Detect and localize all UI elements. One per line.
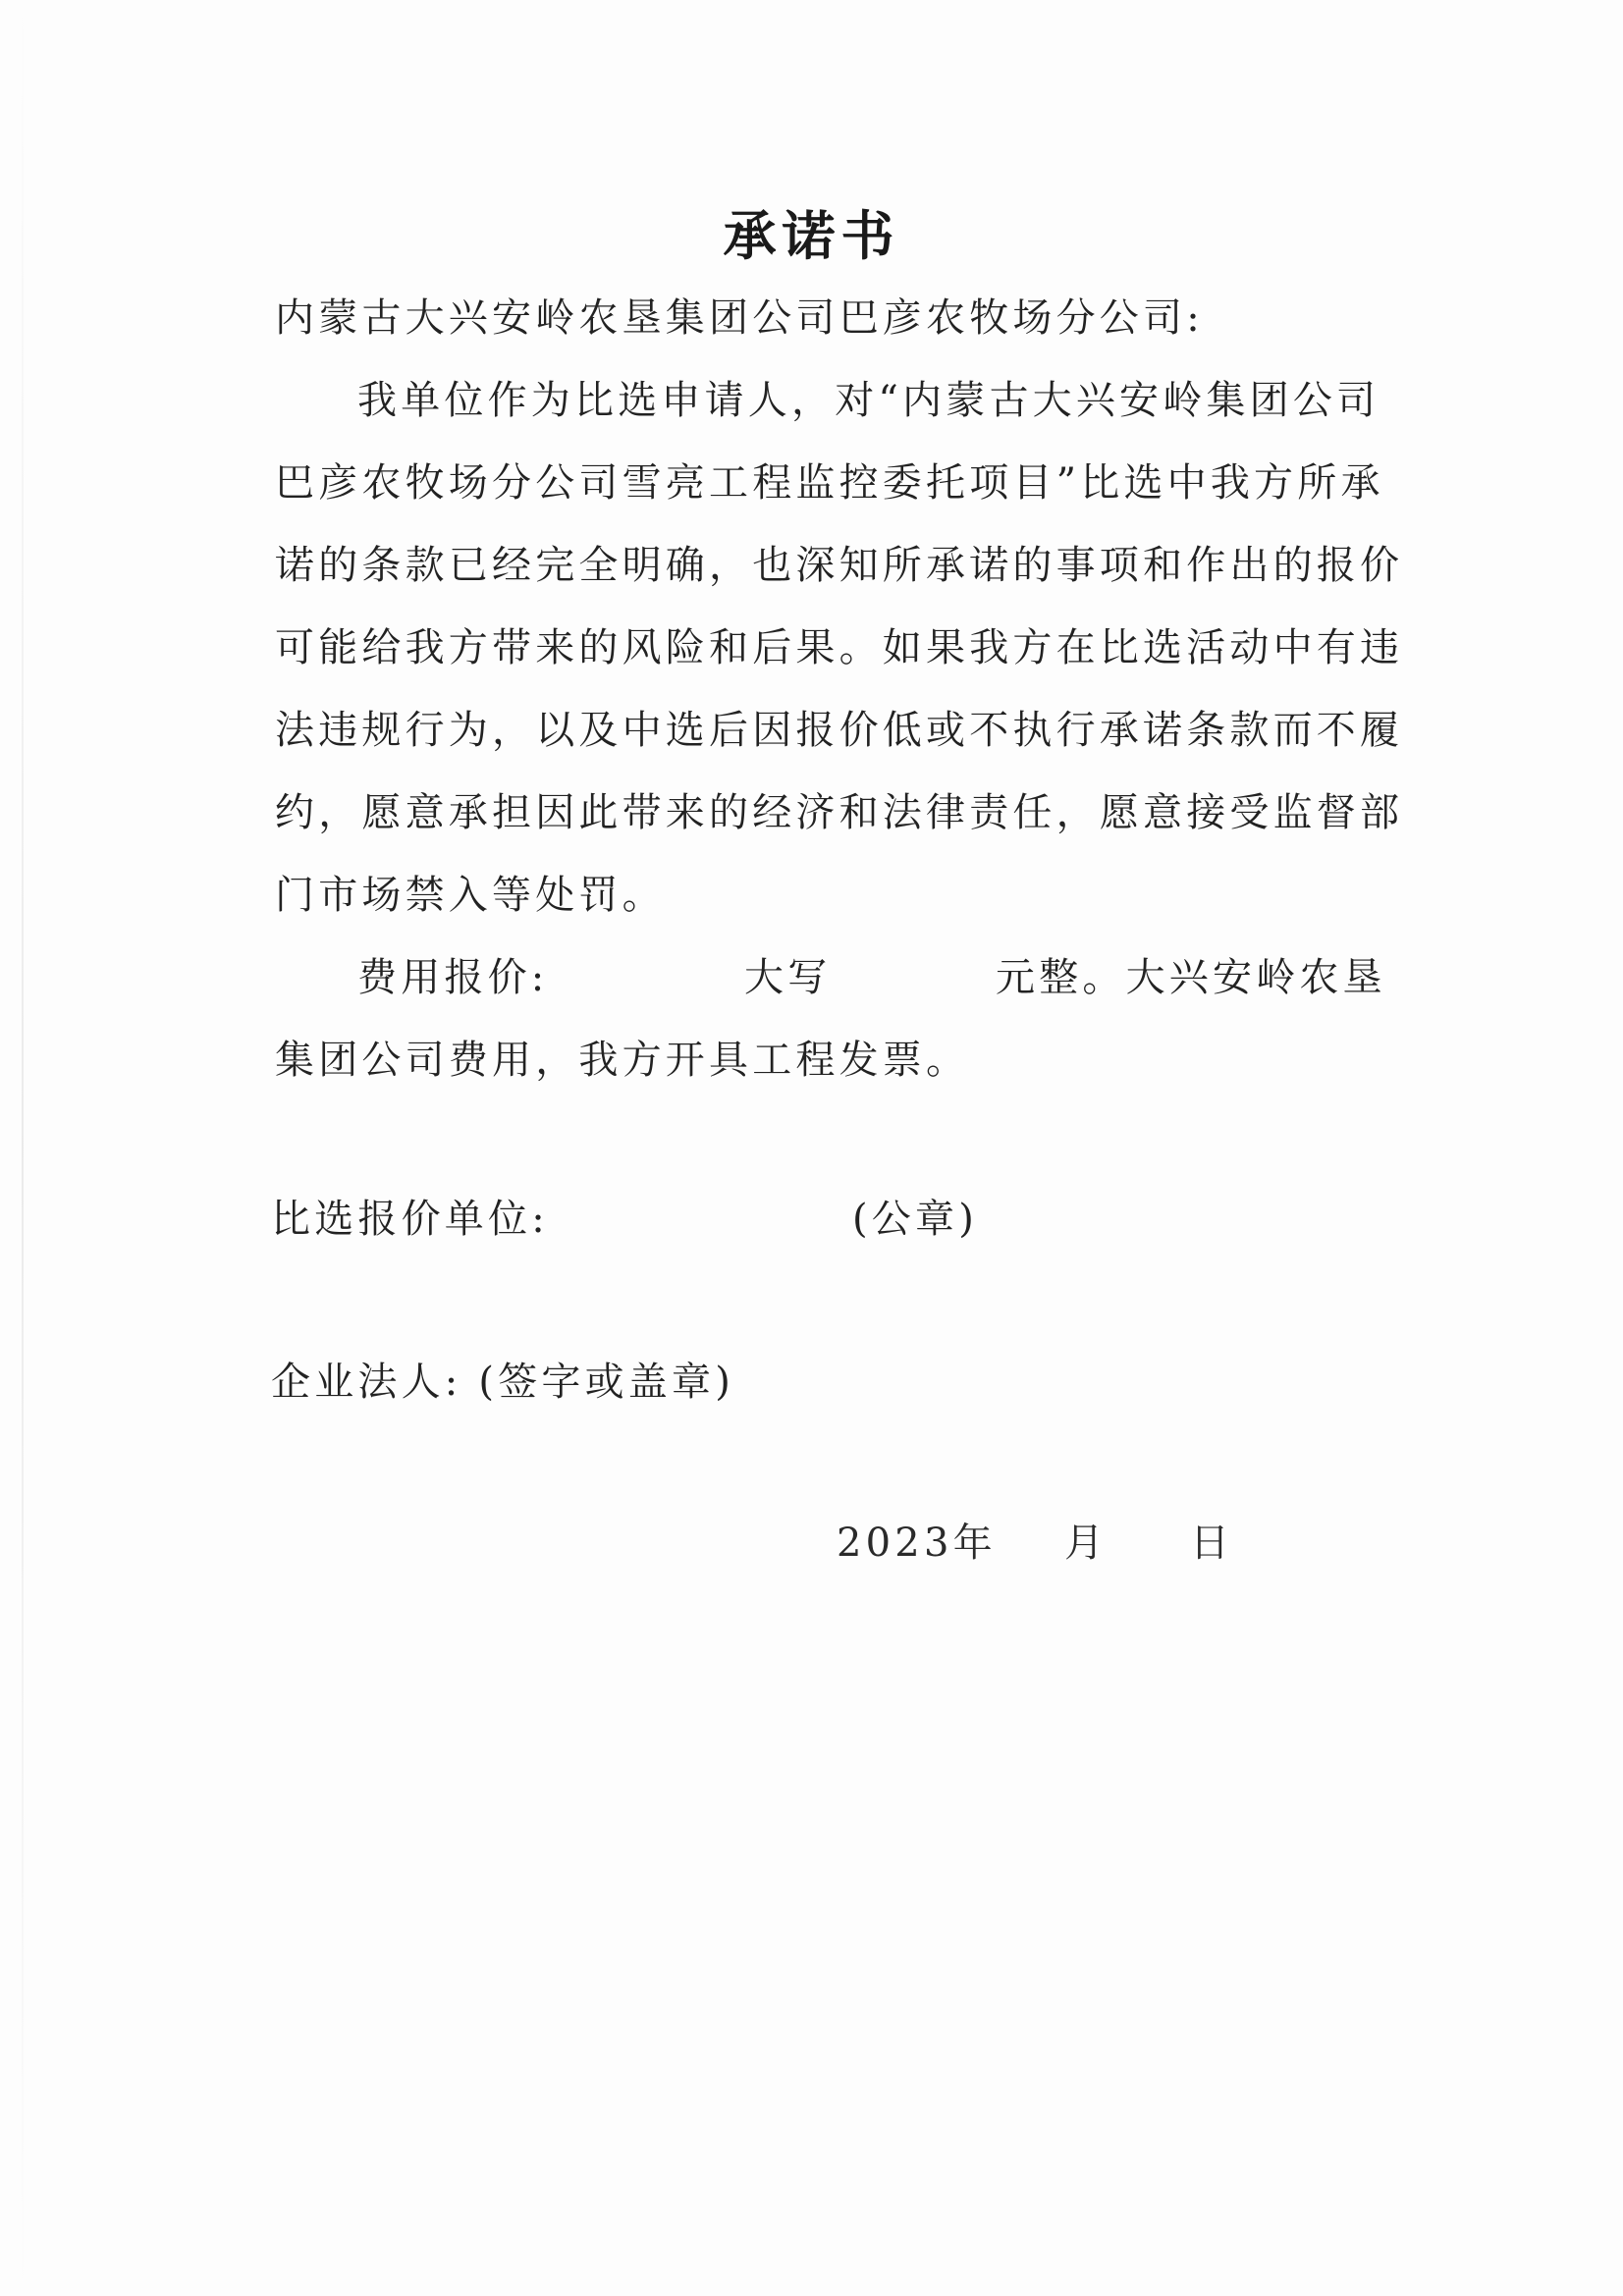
price-unit-suffix: 元整。大兴安岭农垦 — [996, 955, 1386, 1000]
document-title: 承诺书 — [723, 204, 900, 267]
scan-edge-shadow — [22, 0, 24, 2296]
price-line-2: 集团公司费用，我方开具工程发票。 — [275, 1038, 970, 1083]
date-day: 日 — [1190, 1521, 1234, 1566]
body-line-1: 我单位作为比选申请人，对“内蒙古大兴安岭集团公司 — [357, 378, 1380, 423]
seal-label: (公章) — [852, 1197, 979, 1242]
body-line-4: 可能给我方带来的风险和后果。如果我方在比选活动中有违 — [275, 625, 1404, 670]
body-line-6: 约，愿意承担因此带来的经济和法律责任，愿意接受监督部 — [275, 790, 1404, 835]
date-year: 2023年 — [837, 1521, 997, 1566]
body-line-7: 门市场禁入等处罚。 — [275, 873, 666, 918]
price-capital-label: 大写 — [744, 955, 832, 1000]
price-label: 费用报价: — [357, 955, 549, 1000]
legal-rep-label: 企业法人: (签字或盖章) — [271, 1360, 735, 1405]
body-line-2: 巴彦农牧场分公司雪亮工程监控委托项目”比选中我方所承 — [275, 460, 1384, 506]
date-month: 月 — [1064, 1521, 1109, 1566]
body-line-3: 诺的条款已经完全明确，也深知所承诺的事项和作出的报价 — [275, 543, 1404, 588]
body-line-5: 法违规行为，以及中选后因报价低或不执行承诺条款而不履 — [275, 708, 1404, 753]
addressee: 内蒙古大兴安岭农垦集团公司巴彦农牧场分公司: — [275, 295, 1204, 341]
bidder-label: 比选报价单位: — [271, 1197, 549, 1242]
